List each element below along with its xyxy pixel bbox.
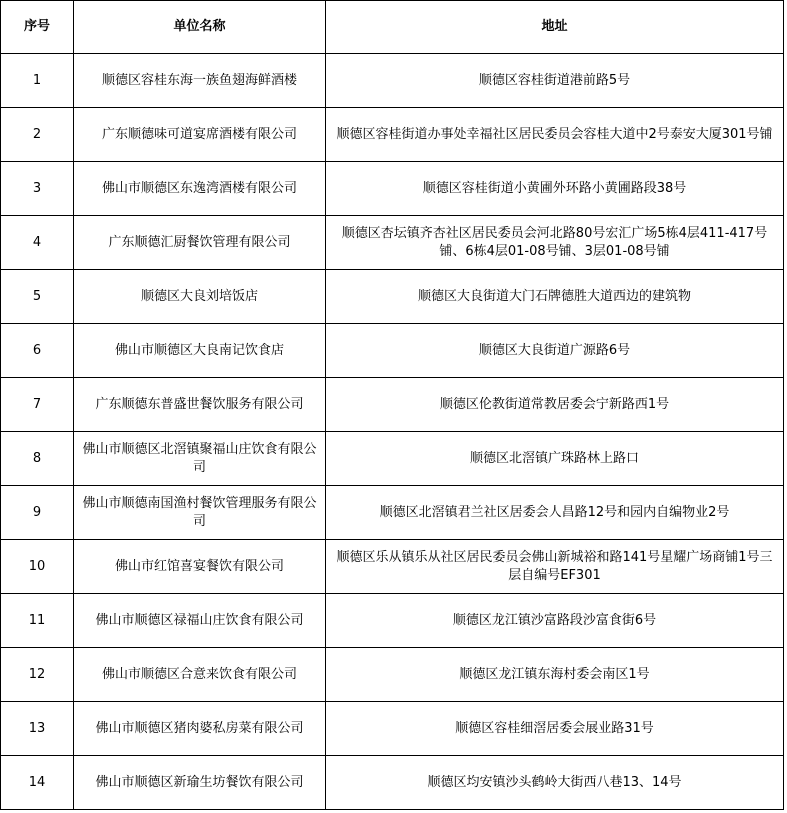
cell-index: 11: [1, 594, 74, 648]
cell-name: 佛山市顺德区禄福山庄饮食有限公司: [74, 594, 326, 648]
cell-name: 佛山市顺德区北滘镇聚福山庄饮食有限公司: [74, 432, 326, 486]
table-row: [1, 756, 784, 810]
cell-name: 佛山市顺德区合意来饮食有限公司: [74, 648, 326, 702]
cell-address: 顺德区容桂细滘居委会展业路31号: [326, 702, 784, 756]
header-name: 单位名称: [74, 1, 326, 54]
cell-address: 顺德区伦教街道常教居委会宁新路西1号: [326, 378, 784, 432]
header-address: 地址: [326, 1, 784, 54]
cell-address: 顺德区均安镇沙头鹤岭大街西八巷13、14号: [326, 756, 784, 810]
cell-index: 12: [1, 648, 74, 702]
table-row: [1, 648, 784, 702]
cell-index: 8: [1, 432, 74, 486]
table-row: [1, 54, 784, 108]
cell-address: 顺德区龙江镇沙富路段沙富食街6号: [326, 594, 784, 648]
cell-address: 顺德区大良街道大门石牌德胜大道西边的建筑物: [326, 270, 784, 324]
cell-index: 7: [1, 378, 74, 432]
cell-address: 顺德区容桂街道港前路5号: [326, 54, 784, 108]
header-index: 序号: [1, 1, 74, 54]
cell-address: 顺德区容桂街道小黄圃外环路小黄圃路段38号: [326, 162, 784, 216]
cell-name: 广东顺德味可道宴席酒楼有限公司: [74, 108, 326, 162]
table-row: [1, 216, 784, 270]
cell-name: 佛山市顺德区大良南记饮食店: [74, 324, 326, 378]
cell-address: 顺德区容桂街道办事处幸福社区居民委员会容桂大道中2号泰安大厦301号铺: [326, 108, 784, 162]
cell-address: 顺德区杏坛镇齐杏社区居民委员会河北路80号宏汇广场5栋4层411-417号铺、6栋4层01-08号铺、3层01-08号铺: [326, 216, 784, 270]
table-row: [1, 324, 784, 378]
table-row: [1, 270, 784, 324]
cell-name: 佛山市顺德区猪肉婆私房菜有限公司: [74, 702, 326, 756]
cell-index: 4: [1, 216, 74, 270]
cell-address: 顺德区龙江镇东海村委会南区1号: [326, 648, 784, 702]
table-row: [1, 702, 784, 756]
cell-index: 3: [1, 162, 74, 216]
table-row: [1, 594, 784, 648]
cell-index: 9: [1, 486, 74, 540]
table-row: [1, 162, 784, 216]
table-row: [1, 432, 784, 486]
cell-index: 2: [1, 108, 74, 162]
table-header-row: [1, 1, 784, 54]
cell-address: 顺德区北滘镇广珠路林上路口: [326, 432, 784, 486]
cell-name: 佛山市顺德区新瑜生坊餐饮有限公司: [74, 756, 326, 810]
cell-name: 佛山市顺德南国渔村餐饮管理服务有限公司: [74, 486, 326, 540]
cell-name: 顺德区大良刘培饭店: [74, 270, 326, 324]
table-row: [1, 108, 784, 162]
cell-name: 广东顺德汇厨餐饮管理有限公司: [74, 216, 326, 270]
cell-index: 14: [1, 756, 74, 810]
cell-name: 佛山市顺德区东逸湾酒楼有限公司: [74, 162, 326, 216]
table-row: [1, 486, 784, 540]
cell-name: 广东顺德东普盛世餐饮服务有限公司: [74, 378, 326, 432]
cell-index: 6: [1, 324, 74, 378]
cell-address: 顺德区乐从镇乐从社区居民委员会佛山新城裕和路141号星耀广场商铺1号三层自编号EF301: [326, 540, 784, 594]
table-row: [1, 540, 784, 594]
cell-name: 顺德区容桂东海一族鱼翅海鲜酒楼: [74, 54, 326, 108]
cell-address: 顺德区北滘镇君兰社区居委会人昌路12号和园内自编物业2号: [326, 486, 784, 540]
cell-address: 顺德区大良街道广源路6号: [326, 324, 784, 378]
cell-name: 佛山市红馆喜宴餐饮有限公司: [74, 540, 326, 594]
cell-index: 10: [1, 540, 74, 594]
table-row: [1, 378, 784, 432]
cell-index: 5: [1, 270, 74, 324]
cell-index: 13: [1, 702, 74, 756]
cell-index: 1: [1, 54, 74, 108]
